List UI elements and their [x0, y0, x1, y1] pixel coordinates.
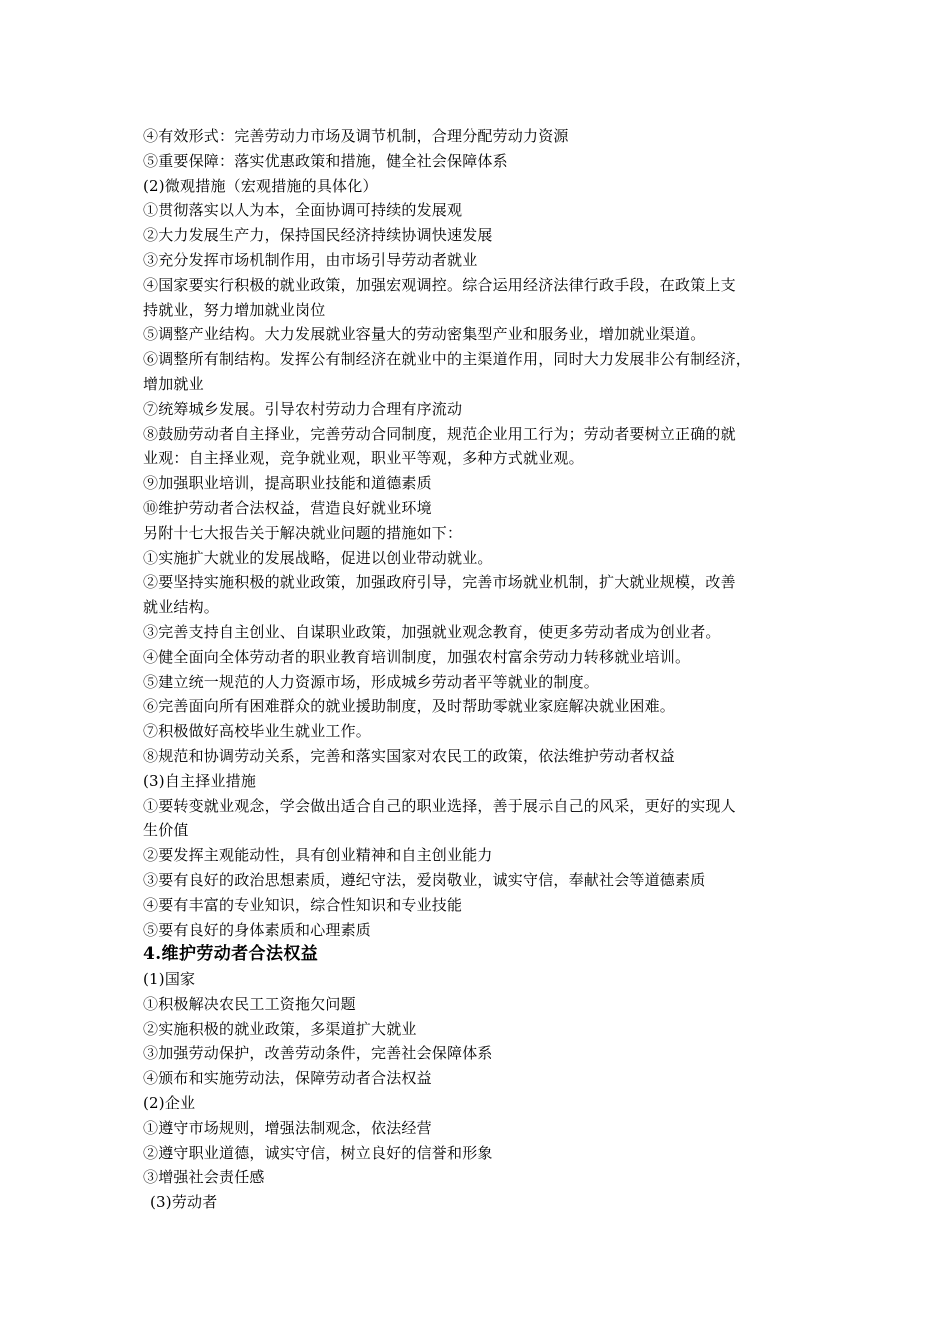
text-line: 生价值	[143, 821, 189, 840]
subsection-heading: (1)国家	[143, 970, 196, 989]
text-line: ⑦积极做好高校毕业生就业工作。	[143, 722, 372, 741]
text-line: ④健全面向全体劳动者的职业教育培训制度，加强农村富余劳动力转移就业培训。	[143, 647, 691, 666]
text-line: ⑦统筹城乡发展。引导农村劳动力合理有序流动	[143, 399, 463, 418]
text-line: ④国家要实行积极的就业政策，加强宏观调控。综合运用经济法律行政手段，在政策上支	[143, 275, 736, 294]
text-line: ①积极解决农民工工资拖欠问题	[143, 994, 356, 1013]
text-line: ①实施扩大就业的发展战略，促进以创业带动就业。	[143, 548, 493, 567]
text-line: ③加强劳动保护，改善劳动条件，完善社会保障体系	[143, 1044, 493, 1063]
subsection-heading: (3)劳动者	[150, 1193, 218, 1212]
text-line: ⑤调整产业结构。大力发展就业容量大的劳动密集型产业和服务业，增加就业渠道。	[143, 325, 706, 344]
subsection-heading: (3)自主择业措施	[143, 771, 257, 790]
text-line: ①要转变就业观念，学会做出适合自己的职业选择，善于展示自己的风采，更好的实现人	[143, 796, 736, 815]
text-line: 另附十七大报告关于解决就业问题的措施如下：	[143, 523, 463, 542]
text-line: ⑤重要保障：落实优惠政策和措施，健全社会保障体系	[143, 151, 508, 170]
text-line: ②实施积极的就业政策，多渠道扩大就业	[143, 1019, 417, 1038]
text-line: ②要坚持实施积极的就业政策，加强政府引导，完善市场就业机制，扩大就业规模，改善	[143, 573, 736, 592]
text-line: ①贯彻落实以人为本，全面协调可持续的发展观	[143, 201, 463, 220]
text-line: ②遵守职业道德，诚实守信，树立良好的信誉和形象	[143, 1143, 493, 1162]
text-line: ⑩维护劳动者合法权益，营造良好就业环境	[143, 498, 432, 517]
text-line: ③增强社会责任感	[143, 1168, 265, 1187]
text-line: ④要有丰富的专业知识，综合性知识和专业技能	[143, 895, 463, 914]
subsection-heading: (2)企业	[143, 1094, 196, 1113]
document-page	[143, 124, 823, 1215]
text-line: ⑨加强职业培训，提高职业技能和道德素质	[143, 474, 432, 493]
text-line: ⑧规范和协调劳动关系，完善和落实国家对农民工的政策，依法维护劳动者权益	[143, 746, 676, 765]
text-line: ⑤要有良好的身体素质和心理素质	[143, 920, 372, 939]
text-line: ⑥调整所有制结构。发挥公有制经济在就业中的主渠道作用，同时大力发展非公有制经济，	[143, 350, 752, 369]
text-line: ⑧鼓励劳动者自主择业，完善劳动合同制度，规范企业用工行为；劳动者要树立正确的就	[143, 424, 736, 443]
subsection-heading: (2)微观措施（宏观措施的具体化）	[143, 176, 378, 195]
text-line: ③要有良好的政治思想素质，遵纪守法，爱岗敬业，诚实守信，奉献社会等道德素质	[143, 870, 706, 889]
text-line: 业观：自主择业观，竞争就业观，职业平等观，多种方式就业观。	[143, 449, 584, 468]
text-line: 就业结构。	[143, 598, 220, 617]
text-line: ③完善支持自主创业、自谋职业政策，加强就业观念教育，使更多劳动者成为创业者。	[143, 622, 721, 641]
text-line: ⑤建立统一规范的人力资源市场，形成城乡劳动者平等就业的制度。	[143, 672, 600, 691]
text-line: ⑥完善面向所有困难群众的就业援助制度，及时帮助零就业家庭解决就业困难。	[143, 697, 676, 716]
text-line: 增加就业	[143, 374, 204, 393]
section-heading: 4.维护劳动者合法权益	[143, 944, 319, 965]
text-line: ④有效形式：完善劳动力市场及调节机制，合理分配劳动力资源	[143, 127, 569, 145]
text-line: ①遵守市场规则，增强法制观念，依法经营	[143, 1118, 432, 1137]
text-line: ②大力发展生产力，保持国民经济持续协调快速发展	[143, 226, 493, 245]
text-line: 持就业，努力增加就业岗位	[143, 300, 326, 319]
text-line: ③充分发挥市场机制作用，由市场引导劳动者就业	[143, 250, 478, 269]
text-line: ②要发挥主观能动性，具有创业精神和自主创业能力	[143, 846, 493, 865]
text-line: ④颁布和实施劳动法，保障劳动者合法权益	[143, 1069, 432, 1088]
